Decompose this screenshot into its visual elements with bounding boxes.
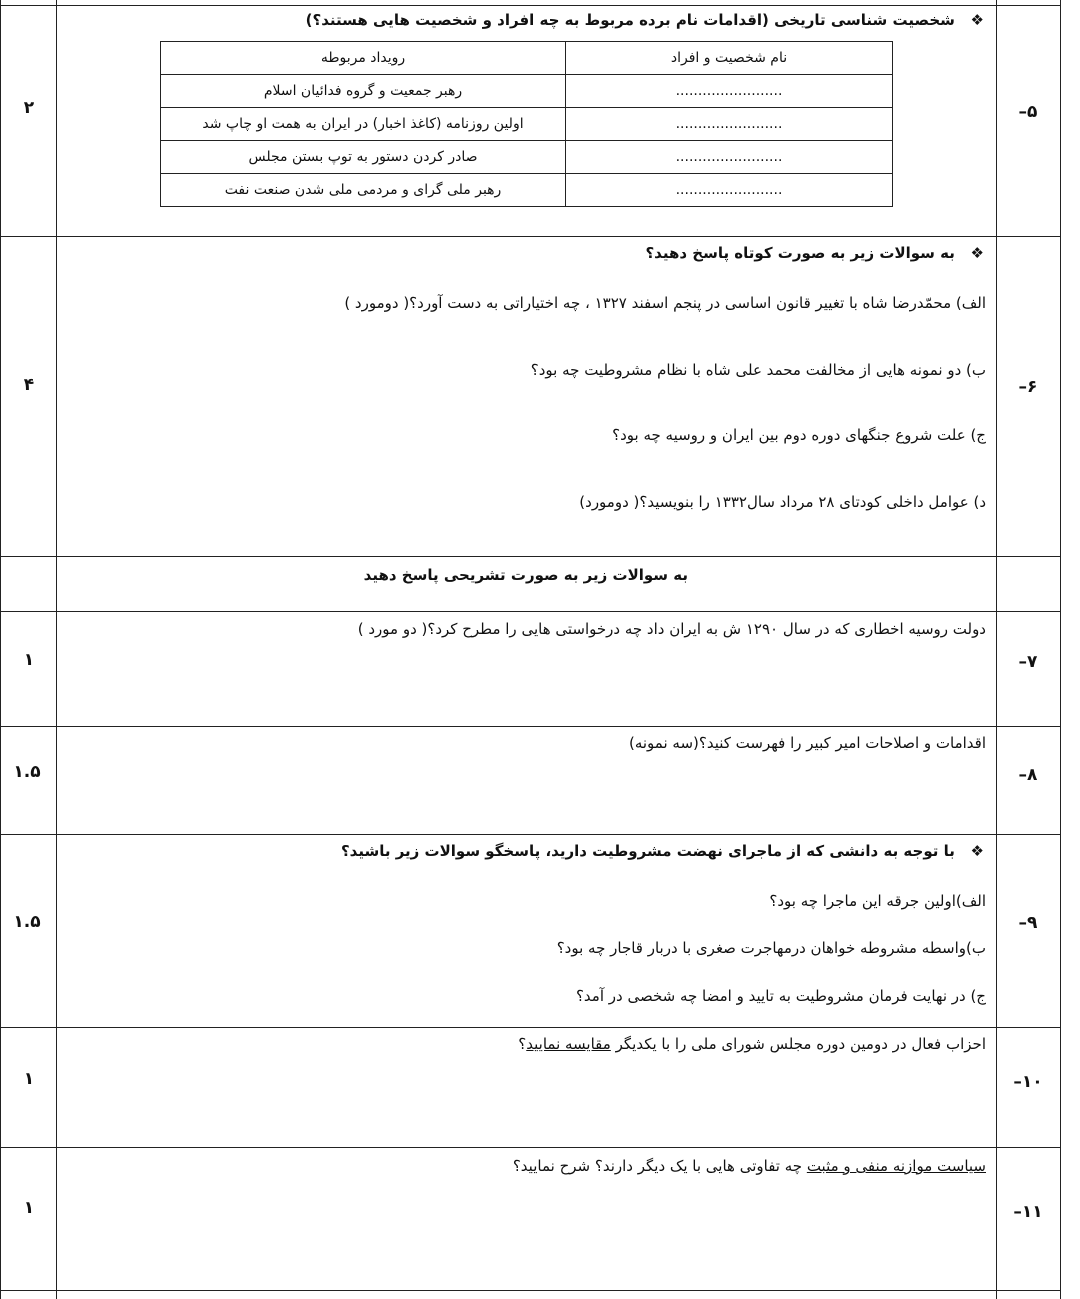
answer-blank[interactable]: ........................ [566, 141, 893, 174]
row-divider [0, 1027, 1061, 1028]
question-score: ۴ [23, 375, 35, 395]
bullet-icon: ❖ [970, 842, 984, 860]
question-score: ۱ [23, 650, 35, 670]
right-border [1060, 0, 1061, 1299]
bullet-icon: ❖ [970, 244, 984, 262]
question-score: ۱ [23, 1198, 35, 1218]
question-number: ۱۰– [1013, 1072, 1043, 1092]
question-score: ۱ [23, 1069, 35, 1089]
answer-blank[interactable]: ........................ [566, 108, 893, 141]
question-text: دولت روسیه اخطاری که در سال ۱۲۹۰ ش به ایران داد چه درخواستی هایی را مطرح کرد؟( دو مورد ) [357, 620, 986, 638]
sub-question: ب)واسطه مشروطه خواهان درمهاجرت صغری با دربار قاجار چه بود؟ [556, 939, 986, 957]
left-border [0, 0, 1, 1299]
question-number: ۱۱– [1013, 1202, 1043, 1222]
row-divider [0, 236, 1061, 237]
table-row [161, 141, 893, 174]
question-text [513, 1157, 986, 1175]
question-title-text: با توجه به دانشی که از ماجرای نهضت مشروطیت دارید، پاسخگو سوالات زیر باشید؟ [340, 842, 955, 860]
sub-question: الف) محمّدرضا شاه با تغییر قانون اساسی در پنجم اسفند ۱۳۲۷ ، چه اختیاراتی به دست آورد؟( دومورد ) [344, 294, 986, 312]
question-score: ۲ [23, 98, 35, 118]
row-divider [0, 834, 1061, 835]
sub-question: ج) علت شروع جنگهای دوره دوم بین ایران و روسیه چه بود؟ [612, 426, 986, 444]
question-text: اقدامات و اصلاحات امیر کبیر را فهرست کنید؟(سه نمونه) [628, 734, 986, 752]
question-text-part: چه تفاوتی هایی با یک دیگر دارند؟ شرح نمایید؟ [512, 1157, 807, 1175]
question-title-text: به سوالات زیر به صورت کوتاه پاسخ دهید؟ [645, 244, 955, 262]
question-number: ۸– [1018, 765, 1038, 785]
question-number: ۹– [1018, 913, 1038, 933]
question-title [341, 842, 984, 860]
sub-question: ب) دو نمونه هایی از مخالفت محمد علی شاه با نظام مشروطیت چه بود؟ [530, 361, 986, 379]
question-text-part: احزاب فعال در دومین دوره مجلس شورای ملی را با یکدیگر [610, 1035, 986, 1053]
answer-blank[interactable]: ........................ [566, 75, 893, 108]
table-header-row [161, 42, 893, 75]
question-title [306, 11, 984, 29]
row-divider [0, 726, 1061, 727]
underlined-phrase: مقایسه نمایید [526, 1035, 611, 1053]
row-divider [0, 1147, 1061, 1148]
answer-blank[interactable]: ........................ [566, 174, 893, 207]
question-title-text: شخصیت شناسی تاریخی (اقدامات نام برده مربوط به چه افراد و شخصیت هایی هستند؟) [305, 11, 955, 29]
sub-question: ج) در نهایت فرمان مشروطیت به تایید و امضا چه شخصی در آمد؟ [575, 987, 986, 1005]
sub-question: الف)اولین جرقه این ماجرا چه بود؟ [769, 892, 986, 910]
event-cell: صادر کردن دستور به توپ بستن مجلس [161, 141, 566, 174]
question-score: ۱.۵ [13, 762, 41, 782]
sub-question: د) عوامل داخلی کودتای ۲۸ مرداد سال۱۳۳۲ را بنویسید؟( دومورد) [579, 493, 986, 511]
number-column-divider [996, 0, 997, 1299]
table-header: رویداد مربوطه [161, 42, 566, 75]
table-row [161, 174, 893, 207]
question-number: ۶– [1018, 377, 1038, 397]
event-cell: رهبر جمعیت و گروه فدائیان اسلام [161, 75, 566, 108]
question-text-part: ؟ [518, 1035, 527, 1053]
bullet-icon: ❖ [970, 11, 984, 29]
identity-table [160, 41, 893, 207]
question-title [645, 244, 984, 262]
table-row [161, 75, 893, 108]
table-row [161, 108, 893, 141]
row-divider [0, 5, 1061, 6]
event-cell: اولین روزنامه (کاغذ اخبار) در ایران به همت او چاپ شد [161, 108, 566, 141]
question-number: ۵– [1018, 102, 1038, 122]
row-divider [0, 1290, 1061, 1291]
score-column-divider [56, 0, 57, 1299]
row-divider [0, 556, 1061, 557]
event-cell: رهبر ملی گرای و مردمی ملی شدن صنعت نفت [161, 174, 566, 207]
question-score: ۱.۵ [13, 912, 41, 932]
row-divider [0, 611, 1061, 612]
question-number: ۷– [1018, 652, 1038, 672]
question-text [518, 1035, 986, 1053]
section-title: به سوالات زیر به صورت تشریحی پاسخ دهید [363, 566, 688, 584]
underlined-phrase: سیاست موازنه منفی و مثبت [806, 1157, 986, 1175]
table-header: نام شخصیت و افراد [566, 42, 893, 75]
